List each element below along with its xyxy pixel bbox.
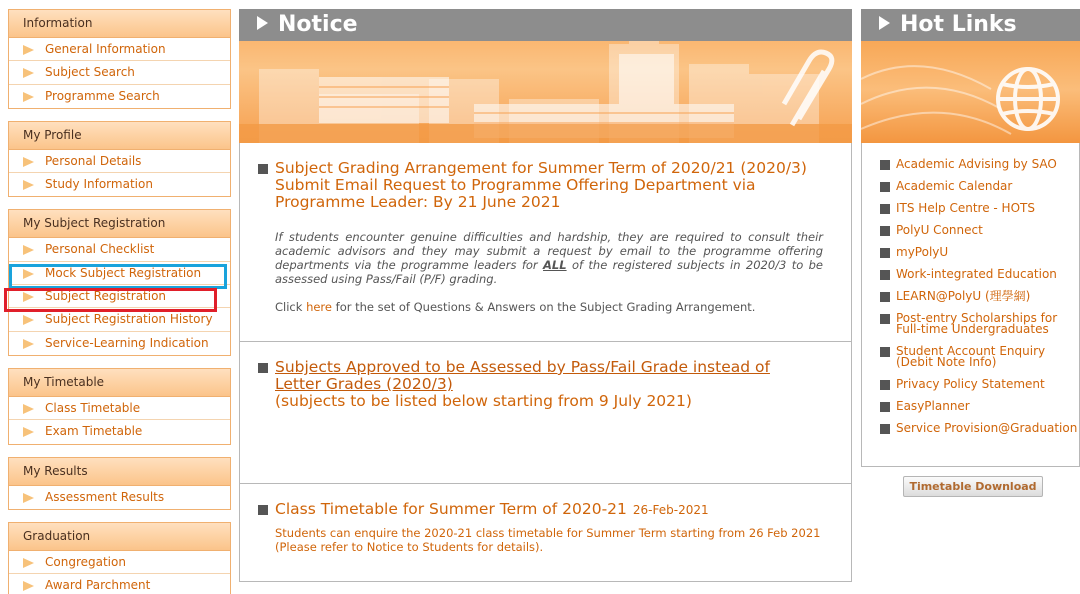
red-highlight-box: [4, 288, 217, 312]
hot-link-item[interactable]: Privacy Policy Statement: [862, 379, 1079, 390]
notice-link-title: [275, 359, 801, 393]
hot-link-item[interactable]: Academic Calendar: [862, 181, 1079, 192]
menu-group-my-results: [8, 457, 231, 510]
square-bullet-icon: [880, 380, 890, 390]
hot-links-panel: [861, 9, 1080, 467]
sidebar-item-programme-search[interactable]: Programme Search: [9, 85, 230, 108]
hot-link-item[interactable]: Work-integrated Education: [862, 269, 1079, 280]
menu-head: Graduation: [9, 523, 230, 551]
arrow-icon: [23, 315, 34, 325]
sidebar-item-general-information[interactable]: General Information: [9, 38, 230, 61]
arrow-icon: [23, 581, 34, 591]
hot-link-item[interactable]: LEARN@PolyU (理學網): [862, 291, 1079, 302]
hot-links-list: [861, 143, 1080, 467]
notice-item: [240, 484, 851, 581]
blue-highlight-box: [9, 264, 227, 289]
triangle-icon: [257, 16, 268, 30]
notice-body: Students can enquire the 2020-21 class timetable for Summer Term starting from 26 Feb 2021 (Please refer to Notice to Students for details).: [275, 526, 821, 554]
arrow-icon: [23, 180, 34, 190]
arrow-icon: [23, 558, 34, 568]
menu-head: My Timetable: [9, 369, 230, 397]
square-bullet-icon: [880, 347, 890, 357]
hot-link-item[interactable]: Student Account Enquiry (Debit Note Info): [862, 346, 1079, 368]
hot-link-item[interactable]: Post-entry Scholarships for Full-time Undergraduates: [862, 313, 1079, 335]
hot-links-banner: [861, 9, 1080, 143]
square-bullet-icon: [880, 226, 890, 236]
menu-head: My Profile: [9, 122, 230, 150]
arrow-icon: [23, 404, 34, 414]
notice-banner: [239, 9, 852, 143]
square-bullet-icon: [880, 160, 890, 170]
sidebar-item-award-parchment[interactable]: Award Parchment: [9, 574, 230, 594]
menu-head: My Subject Registration: [9, 210, 230, 238]
hot-link-item[interactable]: PolyU Connect: [862, 225, 1079, 236]
arrow-icon: [23, 68, 34, 78]
here-link[interactable]: here: [306, 300, 332, 314]
hot-link-item[interactable]: myPolyU: [862, 247, 1079, 258]
square-bullet-icon: [258, 363, 268, 373]
sidebar-item-mock-subject-registration[interactable]: Mock Subject Registration: [9, 262, 230, 285]
hot-link-item[interactable]: EasyPlanner: [862, 401, 1079, 412]
square-bullet-icon: [880, 314, 890, 324]
square-bullet-icon: [880, 402, 890, 412]
menu-group-my-timetable: [8, 368, 231, 445]
sidebar-item-personal-checklist[interactable]: Personal Checklist: [9, 238, 230, 261]
sidebar-item-subject-search[interactable]: Subject Search: [9, 61, 230, 84]
notice-subtitle: (subjects to be listed below starting from 9 July 2021): [275, 392, 692, 410]
sidebar-item-class-timetable[interactable]: Class Timetable: [9, 397, 230, 420]
hot-link-item[interactable]: ITS Help Centre - HOTS: [862, 203, 1079, 214]
notice-qa-line: Click here for the set of Questions & Answers on the Subject Grading Arrangement.: [275, 300, 756, 314]
hot-link-item[interactable]: Service Provision@Graduation: [862, 423, 1079, 434]
arrow-icon: [23, 45, 34, 55]
menu-head: My Results: [9, 458, 230, 486]
sidebar-item-personal-details[interactable]: Personal Details: [9, 150, 230, 173]
notice-list: [239, 143, 852, 582]
subjects-pass-fail-link[interactable]: Subjects Approved to be Assessed by Pass/Fail Grade instead of Letter Grades (2020/3): [275, 358, 770, 393]
sidebar-item-congregation[interactable]: Congregation: [9, 551, 230, 574]
arrow-icon: [23, 157, 34, 167]
sidebar-item-subject-registration[interactable]: Subject Registration: [9, 285, 230, 308]
arrow-icon: [23, 245, 34, 255]
square-bullet-icon: [880, 204, 890, 214]
sidebar-item-subject-registration-history[interactable]: Subject Registration History: [9, 308, 230, 331]
arrow-icon: [23, 427, 34, 437]
notice-title: Class Timetable for Summer Term of 2020-21 26-Feb-2021: [275, 500, 709, 518]
square-bullet-icon: [258, 164, 268, 174]
sidebar-item-study-information[interactable]: Study Information: [9, 173, 230, 196]
timetable-download-button[interactable]: Timetable Download: [903, 476, 1043, 497]
square-bullet-icon: [258, 505, 268, 515]
square-bullet-icon: [880, 292, 890, 302]
notice-item: [240, 342, 851, 484]
sidebar-item-assessment-results[interactable]: Assessment Results: [9, 486, 230, 509]
arrow-icon: [23, 92, 34, 102]
sidebar-item-exam-timetable[interactable]: Exam Timetable: [9, 420, 230, 443]
sidebar-item-service-learning-indication[interactable]: Service-Learning Indication: [9, 332, 230, 355]
notice-title: Subject Grading Arrangement for Summer Term of 2020/21 (2020/3) Submit Email Request to Programme Offering Department via Programme Leader: By 21 June 2021: [275, 159, 807, 211]
menu-head: Information: [9, 10, 230, 38]
notice-heading: Notice: [239, 9, 852, 41]
notice-body: If students encounter genuine difficulties and hardship, they are required to consult their academic advisors and they may submit a request by email to the programme offering departments via the programme leaders for ALL of the registered subjects in 2020/3 to be assessed using Pass/Fail (P/F) grading.: [275, 230, 823, 286]
square-bullet-icon: [880, 182, 890, 192]
notice-item: [240, 143, 851, 342]
arrow-icon: [23, 493, 34, 503]
menu-group-my-profile: [8, 121, 231, 198]
triangle-icon: [879, 16, 890, 30]
hot-link-item[interactable]: Academic Advising by SAO: [862, 159, 1079, 170]
hot-links-heading: Hot Links: [861, 9, 1080, 41]
notice-panel: [239, 9, 852, 582]
menu-group-information: [8, 9, 231, 109]
square-bullet-icon: [880, 270, 890, 280]
square-bullet-icon: [880, 248, 890, 258]
notice-date: 26-Feb-2021: [632, 503, 709, 517]
square-bullet-icon: [880, 424, 890, 434]
menu-group-graduation: [8, 522, 231, 594]
arrow-icon: [23, 339, 34, 349]
